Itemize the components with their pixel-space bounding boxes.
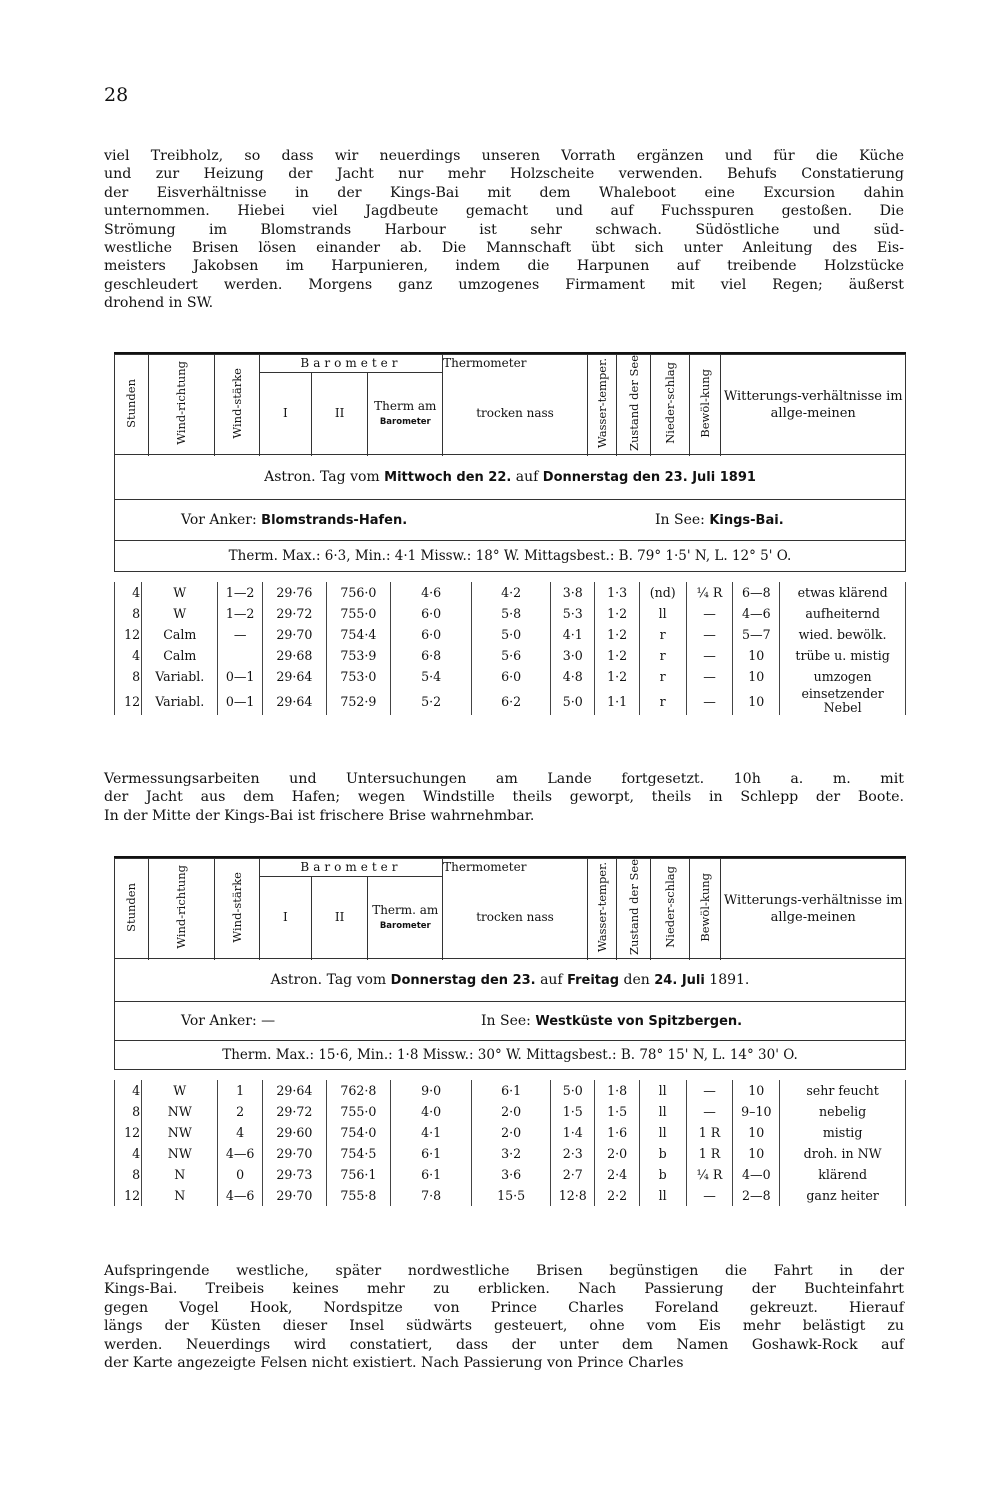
cell-witterung: wied. bewölk. (780, 624, 906, 645)
text-line: der Karte angezeigte Felsen nicht existiert. Nach Passierung von Prince Charles (104, 1355, 684, 1372)
cell-witterung: umzogen (780, 666, 906, 687)
cell-wassertemp: 1·5 (595, 1101, 639, 1122)
cell-bar-II: 755·8 (326, 1185, 390, 1206)
anchor-line-1 (114, 500, 906, 541)
cell-therm-am: 4·6 (390, 582, 471, 603)
cell-zustand: ll (639, 1080, 686, 1101)
cell-bar-I: 29·72 (262, 1101, 326, 1122)
table-row (115, 645, 906, 666)
col-windrichtung: Wind-richtung (148, 859, 214, 959)
text-line: Vermessungsarbeiten und Untersuchungen am Lande fortgesetzt. 10h a. m. mit (104, 771, 904, 787)
cell-wassertemp: 1·3 (595, 582, 639, 603)
cell-trocken: 6·0 (472, 666, 551, 687)
sea-label: In See: Kings-Bai. (655, 512, 784, 529)
cell-stunden: 8 (115, 1164, 142, 1185)
cell-nass: 1·5 (551, 1101, 595, 1122)
col-zustand: Zustand der See (617, 355, 651, 455)
cell-niederschlag: — (686, 666, 733, 687)
cell-witterung: trübe u. mistig (780, 645, 906, 666)
table-row (115, 1080, 906, 1101)
cell-witterung: sehr feucht (780, 1080, 906, 1101)
cell-windrichtung: W (142, 603, 218, 624)
table-row (115, 1101, 906, 1122)
text-line: Kings-Bai. Treibeis keines mehr zu erblicken. Nach Passierung der Buchteinfahrt (104, 1281, 904, 1298)
cell-bewoelkung: 10 (733, 666, 780, 687)
cell-niederschlag: — (686, 603, 733, 624)
col-wassertemperatur: Wasser-temper. (587, 859, 616, 959)
col-therm-am: Therm am Barometer (368, 373, 443, 455)
cell-windrichtung: N (142, 1164, 218, 1185)
table-row (115, 582, 906, 603)
cell-wassertemp: 1·6 (595, 1122, 639, 1143)
cell-trocken: 5·6 (472, 645, 551, 666)
col-thermometer: Thermometer (443, 355, 588, 373)
col-barometer: Barometer (259, 859, 442, 877)
cell-therm-am: 6·0 (390, 603, 471, 624)
cell-windstaerke: 0 (218, 1164, 262, 1185)
cell-windrichtung: NW (142, 1122, 218, 1143)
table-2-body (114, 1080, 906, 1206)
text-line: werden. Neuerdings wird constatiert, dass der unter dem Namen Goshawk-Rock auf (104, 1336, 904, 1353)
cell-bewoelkung: 10 (733, 687, 780, 715)
cell-therm-am: 9·0 (390, 1080, 471, 1101)
table-row (115, 666, 906, 687)
cell-niederschlag: — (686, 1080, 733, 1101)
cell-nass: 3·8 (551, 582, 595, 603)
col-wassertemperatur: Wasser-temper. (587, 355, 616, 455)
cell-bar-I: 29·72 (262, 603, 326, 624)
text-line: viel Treibholz, so dass wir neuerdings unseren Vorrath ergänzen und für die Küche (104, 148, 904, 164)
cell-stunden: 4 (115, 645, 142, 666)
cell-nass: 5·0 (551, 1080, 595, 1101)
cell-windstaerke: 1—2 (218, 603, 262, 624)
col-bewoelkung: Bewöl-kung (689, 355, 721, 455)
cell-bar-II: 755·0 (326, 603, 390, 624)
therm-line-1: Therm. Max.: 6·3, Min.: 4·1 Missw.: 18° W. Mittagsbest.: B. 79° 1·5' N, L. 12° 5' O. (114, 541, 906, 572)
cell-zustand: r (639, 666, 686, 687)
cell-niederschlag: 1 R (686, 1122, 733, 1143)
col-trocken-nass: trocken nass (443, 373, 588, 455)
cell-zustand: (nd) (639, 582, 686, 603)
cell-windstaerke: 4—6 (218, 1185, 262, 1206)
table-row (115, 1122, 906, 1143)
cell-bewoelkung: 5—7 (733, 624, 780, 645)
text-line: längs der Küsten dieser Insel südwärts gesteuert, ohne vom Eis mehr belästigt zu (104, 1318, 904, 1335)
col-niederschlag: Nieder-schlag (651, 355, 689, 455)
cell-stunden: 4 (115, 582, 142, 603)
cell-bar-I: 29·60 (262, 1122, 326, 1143)
cell-stunden: 4 (115, 1143, 142, 1164)
col-niederschlag: Nieder-schlag (651, 859, 689, 959)
cell-therm-am: 4·1 (390, 1122, 471, 1143)
cell-bar-I: 29·70 (262, 1143, 326, 1164)
cell-windstaerke: 1 (218, 1080, 262, 1101)
astron-day-1: Astron. Tag vom Mittwoch den 22. auf Donnerstag den 23. Juli 1891 (114, 455, 906, 500)
cell-bewoelkung: 9–10 (733, 1101, 780, 1122)
anchor-label: Vor Anker: Blomstrands-Hafen. (181, 512, 408, 529)
cell-bar-II: 762·8 (326, 1080, 390, 1101)
cell-niederschlag: — (686, 687, 733, 715)
cell-bar-II: 756·0 (326, 582, 390, 603)
text-line: westliche Brisen lösen einander ab. Die Mannschaft übt sich unter Anleitung des Eis- (104, 240, 904, 257)
cell-windstaerke: 4 (218, 1122, 262, 1143)
cell-zustand: b (639, 1143, 686, 1164)
text-line: unternommen. Hiebei viel Jagdbeute gemacht und auf Fuchsspuren gestoßen. Die (104, 203, 904, 220)
cell-bewoelkung: 4—0 (733, 1164, 780, 1185)
text-line: geschleudert werden. Morgens ganz umzogenes Firmament mit viel Regen; äußerst (104, 276, 904, 293)
cell-stunden: 12 (115, 1185, 142, 1206)
cell-trocken: 6·1 (472, 1080, 551, 1101)
cell-niederschlag: ¼ R (686, 582, 733, 603)
cell-windrichtung: W (142, 582, 218, 603)
cell-zustand: r (639, 687, 686, 715)
cell-wassertemp: 1·2 (595, 603, 639, 624)
cell-therm-am: 6·1 (390, 1164, 471, 1185)
cell-windrichtung: N (142, 1185, 218, 1206)
cell-windrichtung: Calm (142, 645, 218, 666)
cell-trocken: 5·0 (472, 624, 551, 645)
cell-bewoelkung: 10 (733, 645, 780, 666)
col-bar-I: I (259, 877, 311, 959)
paragraph-1 (104, 147, 904, 313)
cell-trocken: 3·2 (472, 1143, 551, 1164)
cell-windrichtung: W (142, 1080, 218, 1101)
cell-windrichtung: NW (142, 1101, 218, 1122)
cell-zustand: ll (639, 1122, 686, 1143)
cell-bar-II: 756·1 (326, 1164, 390, 1185)
cell-bar-I: 29·70 (262, 1185, 326, 1206)
col-zustand: Zustand der See (617, 859, 651, 959)
table-1-body (114, 582, 906, 715)
cell-nass: 4·1 (551, 624, 595, 645)
sea-label: In See: Westküste von Spitzbergen. (481, 1013, 743, 1030)
cell-wassertemp: 1·1 (595, 687, 639, 715)
cell-wassertemp: 1·2 (595, 645, 639, 666)
cell-witterung: mistig (780, 1122, 906, 1143)
col-witterung: Witterungs-verhältnisse im allge-meinen (721, 859, 906, 959)
cell-therm-am: 5·4 (390, 666, 471, 687)
text-line: gegen Vogel Hook, Nordspitze von Prince Charles Foreland gekreuzt. Hierauf (104, 1299, 904, 1316)
therm-line-2: Therm. Max.: 15·6, Min.: 1·8 Missw.: 30° W. Mittagsbest.: B. 78° 15' N, L. 14° 30' O. (114, 1041, 906, 1070)
col-bar-II: II (311, 373, 368, 455)
cell-zustand: ll (639, 1185, 686, 1206)
cell-niederschlag: — (686, 1101, 733, 1122)
cell-bar-II: 754·0 (326, 1122, 390, 1143)
cell-stunden: 8 (115, 603, 142, 624)
cell-windstaerke: — (218, 624, 262, 645)
cell-bar-I: 29·70 (262, 624, 326, 645)
cell-bar-II: 754·5 (326, 1143, 390, 1164)
cell-bewoelkung: 10 (733, 1143, 780, 1164)
text-line: und zur Heizung der Jacht nur mehr Holzscheite verwenden. Behufs Constatierung (104, 166, 904, 183)
table-1-header (114, 354, 906, 455)
cell-niederschlag: ¼ R (686, 1164, 733, 1185)
cell-niederschlag: — (686, 645, 733, 666)
cell-witterung: aufheiternd (780, 603, 906, 624)
cell-bar-II: 752·9 (326, 687, 390, 715)
table-row (115, 1164, 906, 1185)
cell-bar-I: 29·76 (262, 582, 326, 603)
astron-day-2: Astron. Tag vom Donnerstag den 23. auf Freitag den 24. Juli 1891. (114, 959, 906, 1002)
cell-trocken: 6·2 (472, 687, 551, 715)
cell-zustand: r (639, 624, 686, 645)
cell-trocken: 5·8 (472, 603, 551, 624)
cell-trocken: 2·0 (472, 1122, 551, 1143)
text-line: der Eisverhältnisse in der Kings-Bai mit dem Whaleboot eine Excursion dahin (104, 184, 904, 201)
table-row (115, 1185, 906, 1206)
col-witterung: Witterungs-verhältnisse im allge-meinen (721, 355, 906, 455)
col-windstaerke: Wind-stärke (214, 859, 259, 959)
weather-table-2 (114, 856, 906, 1206)
cell-trocken: 4·2 (472, 582, 551, 603)
col-bar-II: II (311, 877, 368, 959)
cell-windstaerke: 2 (218, 1101, 262, 1122)
cell-windrichtung: Variabl. (142, 666, 218, 687)
cell-bewoelkung: 4—6 (733, 603, 780, 624)
cell-witterung: klärend (780, 1164, 906, 1185)
cell-zustand: r (639, 645, 686, 666)
cell-witterung: droh. in NW (780, 1143, 906, 1164)
cell-nass: 5·3 (551, 603, 595, 624)
cell-witterung: einsetzender Nebel (780, 687, 906, 715)
cell-therm-am: 6·8 (390, 645, 471, 666)
cell-bewoelkung: 10 (733, 1080, 780, 1101)
table-row (115, 603, 906, 624)
page-number: 28 (104, 84, 129, 106)
col-thermometer: Thermometer (443, 859, 588, 877)
text-line: In der Mitte der Kings-Bai ist frischere Brise wahrnehmbar. (104, 807, 535, 824)
col-stunden: Stunden (115, 859, 149, 959)
table-row (115, 687, 906, 715)
cell-bar-II: 753·0 (326, 666, 390, 687)
cell-nass: 3·0 (551, 645, 595, 666)
paragraph-2 (104, 770, 904, 825)
cell-bar-I: 29·68 (262, 645, 326, 666)
cell-windrichtung: Calm (142, 624, 218, 645)
col-windstaerke: Wind-stärke (214, 355, 259, 455)
cell-therm-am: 6·1 (390, 1143, 471, 1164)
col-barometer: Barometer (259, 355, 442, 373)
cell-stunden: 12 (115, 1122, 142, 1143)
cell-trocken: 3·6 (472, 1164, 551, 1185)
col-trocken-nass: trocken nass (443, 877, 588, 959)
cell-bar-II: 753·9 (326, 645, 390, 666)
cell-stunden: 4 (115, 1080, 142, 1101)
text-line: meisters Jakobsen im Harpunieren, indem die Harpunen auf treibende Holzstücke (104, 258, 904, 275)
cell-bar-II: 754·4 (326, 624, 390, 645)
cell-windstaerke: 1—2 (218, 582, 262, 603)
weather-table-1 (114, 352, 906, 715)
col-stunden: Stunden (115, 355, 149, 455)
cell-bewoelkung: 10 (733, 1122, 780, 1143)
cell-windstaerke: 0—1 (218, 666, 262, 687)
col-therm-am: Therm. am Barometer (368, 877, 443, 959)
cell-stunden: 12 (115, 624, 142, 645)
cell-wassertemp: 2·4 (595, 1164, 639, 1185)
cell-bar-II: 755·0 (326, 1101, 390, 1122)
col-bar-I: I (259, 373, 311, 455)
table-2-header (114, 858, 906, 959)
cell-stunden: 12 (115, 687, 142, 715)
text-line: Strömung im Blomstrands Harbour ist sehr schwach. Südöstliche und süd- (104, 221, 904, 238)
cell-niederschlag: 1 R (686, 1143, 733, 1164)
cell-windrichtung: NW (142, 1143, 218, 1164)
cell-therm-am: 7·8 (390, 1185, 471, 1206)
cell-trocken: 2·0 (472, 1101, 551, 1122)
cell-witterung: ganz heiter (780, 1185, 906, 1206)
cell-therm-am: 4·0 (390, 1101, 471, 1122)
table-row (115, 1143, 906, 1164)
anchor-label: Vor Anker: — (181, 1013, 276, 1030)
cell-stunden: 8 (115, 1101, 142, 1122)
cell-windstaerke: 0—1 (218, 687, 262, 715)
cell-zustand: ll (639, 1101, 686, 1122)
cell-bar-I: 29·64 (262, 687, 326, 715)
cell-wassertemp: 1·2 (595, 624, 639, 645)
cell-zustand: ll (639, 603, 686, 624)
cell-bar-I: 29·73 (262, 1164, 326, 1185)
text-line: drohend in SW. (104, 295, 214, 312)
cell-witterung: etwas klärend (780, 582, 906, 603)
cell-bewoelkung: 6—8 (733, 582, 780, 603)
col-windrichtung: Wind-richtung (148, 355, 214, 455)
cell-trocken: 15·5 (472, 1185, 551, 1206)
text-line: der Jacht aus dem Hafen; wegen Windstille theils geworpt, theils in Schlepp der Boote. (104, 789, 904, 806)
cell-zustand: b (639, 1164, 686, 1185)
cell-niederschlag: — (686, 1185, 733, 1206)
cell-wassertemp: 2·2 (595, 1185, 639, 1206)
cell-windstaerke: 4—6 (218, 1143, 262, 1164)
cell-nass: 12·8 (551, 1185, 595, 1206)
cell-nass: 2·7 (551, 1164, 595, 1185)
col-bewoelkung: Bewöl-kung (689, 859, 721, 959)
cell-nass: 4·8 (551, 666, 595, 687)
cell-witterung: nebelig (780, 1101, 906, 1122)
cell-wassertemp: 1·8 (595, 1080, 639, 1101)
cell-windrichtung: Variabl. (142, 687, 218, 715)
table-row (115, 624, 906, 645)
anchor-line-2 (114, 1002, 906, 1041)
text-line: Aufspringende westliche, später nordwestliche Brisen begünstigen die Fahrt in der (104, 1263, 904, 1279)
cell-windstaerke (218, 645, 262, 666)
cell-wassertemp: 2·0 (595, 1143, 639, 1164)
cell-therm-am: 5·2 (390, 687, 471, 715)
cell-nass: 2·3 (551, 1143, 595, 1164)
cell-bar-I: 29·64 (262, 666, 326, 687)
cell-wassertemp: 1·2 (595, 666, 639, 687)
cell-stunden: 8 (115, 666, 142, 687)
cell-bewoelkung: 2—8 (733, 1185, 780, 1206)
cell-niederschlag: — (686, 624, 733, 645)
cell-bar-I: 29·64 (262, 1080, 326, 1101)
cell-nass: 1·4 (551, 1122, 595, 1143)
paragraph-3 (104, 1262, 904, 1372)
cell-nass: 5·0 (551, 687, 595, 715)
cell-therm-am: 6·0 (390, 624, 471, 645)
